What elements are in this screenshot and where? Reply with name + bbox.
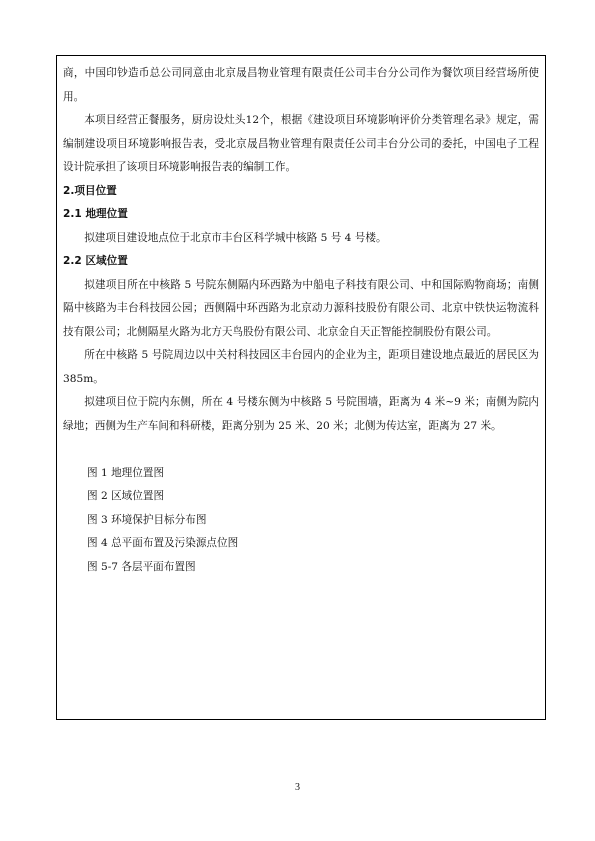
paragraph-geo-location: 拟建项目建设地点位于北京市丰台区科学城中核路 5 号 4 号楼。 xyxy=(84,231,387,244)
figure-item: 图 1 地理位置图 xyxy=(87,466,165,479)
content-frame xyxy=(56,55,546,720)
page-number: 3 xyxy=(295,782,300,793)
figure-item: 图 3 环境保护目标分布图 xyxy=(87,513,207,526)
paragraph-service: 本项目经营正餐服务，厨房设灶头12个，根据《建设项目环境影响评价分类管理名录》规定，需编制建设项目环境影响报告表，受北京晟昌物业管理有限责任公司丰台分公司的委托，中国电子工程设计院承担了该项目环境影响报告表的编制工作。 xyxy=(63,114,539,173)
figure-list xyxy=(63,462,539,580)
paragraph-region-residential: 所在中核路 5 号院周边以中关村科技园区丰台园内的企业为主，距项目建设地点最近的居民区为 385m。 xyxy=(63,349,539,385)
figure-item: 图 4 总平面布置及污染源点位图 xyxy=(87,537,239,549)
paragraph-intro-continued: 商，中国印钞造币总公司同意由北京晟昌物业管理有限责任公司丰台分公司作为餐饮项目经营场所使用。 xyxy=(63,67,539,103)
blank-line xyxy=(63,438,539,462)
content-body xyxy=(63,62,539,579)
subsection-heading-geo: 2.1 地理位置 xyxy=(63,208,128,220)
paragraph-region-surroundings: 拟建项目所在中核路 5 号院东侧隔内环西路为中船电子科技有限公司、中和国际购物商场；南侧隔中核路为丰台科技园公园；西侧隔中环西路为北京动力源科技股份有限公司、北京中铁快运物流科技有限公司；北侧隔星火路为北方天鸟股份有限公司、北京金自天正智能控制股份有限公司。 xyxy=(63,278,539,338)
figure-item: 图 2 区域位置图 xyxy=(87,490,165,502)
figure-item: 图 5-7 各层平面布置图 xyxy=(87,560,196,573)
paragraph-region-distances: 拟建项目位于院内东侧，所在 4 号楼东侧为中核路 5 号院围墙，距离为 4 米~9 米；南侧为院内绿地；西侧为生产车间和科研楼，距离分别为 25 米、20 米；北侧为传达室，距离为 27 米。 xyxy=(63,396,539,432)
section-heading-location: 2.项目位置 xyxy=(63,184,117,197)
subsection-heading-region: 2.2 区域位置 xyxy=(63,255,128,267)
